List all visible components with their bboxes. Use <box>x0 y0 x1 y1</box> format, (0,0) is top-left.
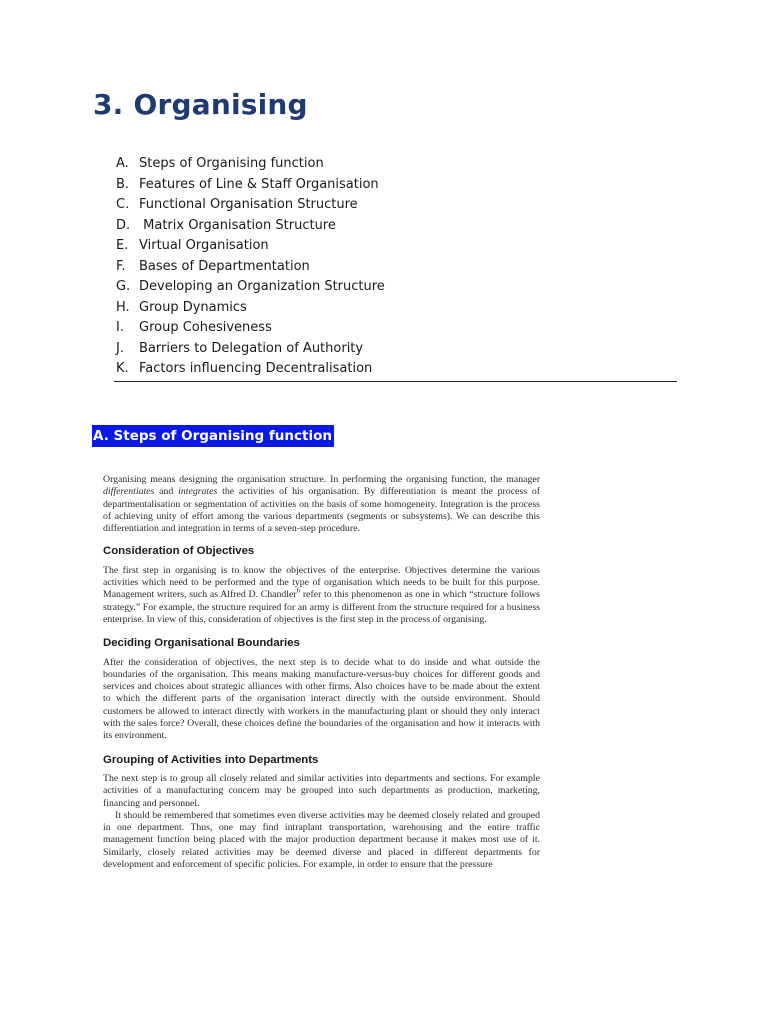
toc-item-label: Bases of Departmentation <box>139 258 310 274</box>
objectives-paragraph <box>103 565 540 626</box>
toc-item-label: Virtual Organisation <box>139 238 269 253</box>
toc-item-letter: I. <box>116 320 124 335</box>
intro-text: the activities of his organisation. By differentiation is meant the process of departmentalisation or segmentation of activities on the basis of some homogeneity. Integration is the process of achieving unity of effort among the various departments (segments or subsystems). We can describe this differentiation and integration in terms of a seven-step procedure. <box>103 486 540 535</box>
toc-item-letter: K. <box>116 361 129 376</box>
toc-item-label: Features of Line & Staff Organisation <box>139 176 379 192</box>
toc-item <box>116 298 385 319</box>
toc-item <box>116 277 385 298</box>
toc-item-label: Barriers to Delegation of Authority <box>139 340 364 356</box>
toc-item-label: Steps of Organising function <box>139 156 324 171</box>
intro-emphasis: integrates <box>178 486 218 498</box>
toc-item-letter: F. <box>116 258 126 274</box>
subheading-boundaries: Deciding Organisational Boundaries <box>103 637 300 650</box>
intro-text: Organising means designing the organisation structure. In performing the organising function, the manager <box>103 474 540 485</box>
intro-paragraph <box>103 474 540 535</box>
toc-item-letter: C. <box>116 197 130 212</box>
toc-item <box>116 154 385 175</box>
toc-item-letter: J. <box>116 340 124 356</box>
grouping-paragraph: It should be remembered that sometimes even diverse activities may be deemed closely related and grouped in one department. Thus, one may find intraplant transportation, warehousing and the entire traffic management function being placed with the major production department because it makes most use of it. Similarly, closely related activities may be deemed diverse and placed in different departments for development and enforcement of specific policies. For example, in order to ensure that the pressure <box>103 809 540 871</box>
toc-item <box>116 339 385 360</box>
toc-item <box>116 195 385 216</box>
table-of-contents <box>116 154 385 380</box>
toc-item <box>116 175 385 196</box>
toc-item-label: Factors influencing Decentralisation <box>139 361 373 376</box>
toc-item-label: Matrix Organisation Structure <box>139 217 336 233</box>
subheading-grouping: Grouping of Activities into Departments <box>103 753 319 766</box>
toc-item <box>116 257 385 278</box>
toc-item <box>116 216 385 237</box>
scanned-text-block <box>103 474 540 871</box>
toc-item-letter: H. <box>116 299 130 315</box>
subheading-objectives: Consideration of Objectives <box>103 545 255 558</box>
toc-item-letter: E. <box>116 238 129 253</box>
objectives-text: refer to this phenomenon as one in which “structure follows strategy.” For example, the structure required for an army is different from the structure required for a business enterprise. In view of this, consideration of objectives is the first step in the process of organising. <box>103 589 540 625</box>
intro-text: and <box>154 486 179 498</box>
toc-item-label: Group Dynamics <box>139 299 247 315</box>
page-title: 3. Organising <box>93 88 308 121</box>
boundaries-paragraph: After the consideration of objectives, the next step is to decide what to do inside and what outside the boundaries of the organisation. This means making manufacture-versus-buy choices for different goods and services and choices about strategic alliances with other firms. Also choices have to be made about the extent to which the different parts of the organisation interact directly with the outside environment. Should customers be allowed to interact directly with workers in the manufacturing plant or should they only interact with the sales force? Overall, these choices define the boundaries of the organisation and how it interacts with its environment. <box>103 656 540 742</box>
toc-item-letter: G. <box>116 279 131 294</box>
grouping-paragraph: The next step is to group all closely related and similar activities into departments and sections. For example activities of a manufacturing concern may be grouped into such departments as production, marketing, financing and personnel. <box>103 772 540 809</box>
intro-emphasis: differentiates <box>103 486 155 498</box>
toc-item-label: Developing an Organization Structure <box>139 279 385 294</box>
toc-item-label: Functional Organisation Structure <box>139 197 358 212</box>
footnote-marker: 6 <box>296 587 301 596</box>
toc-item <box>116 236 385 257</box>
toc-item-letter: D. <box>116 217 131 233</box>
toc-item-label: Group Cohesiveness <box>139 320 272 335</box>
section-heading: A. Steps of Organising function <box>92 425 334 447</box>
objectives-text: The first step in organising is to know the objectives of the enterprise. Objectives determine the various activities which need to be performed and the type of organisation which needs to be built for this purpose. Management writers, such as Alfred D. Chandler <box>103 564 540 601</box>
divider <box>114 381 677 382</box>
toc-item-letter: A. <box>116 156 129 171</box>
toc-item <box>116 359 385 380</box>
toc-item-letter: B. <box>116 176 130 192</box>
toc-item <box>116 318 385 339</box>
